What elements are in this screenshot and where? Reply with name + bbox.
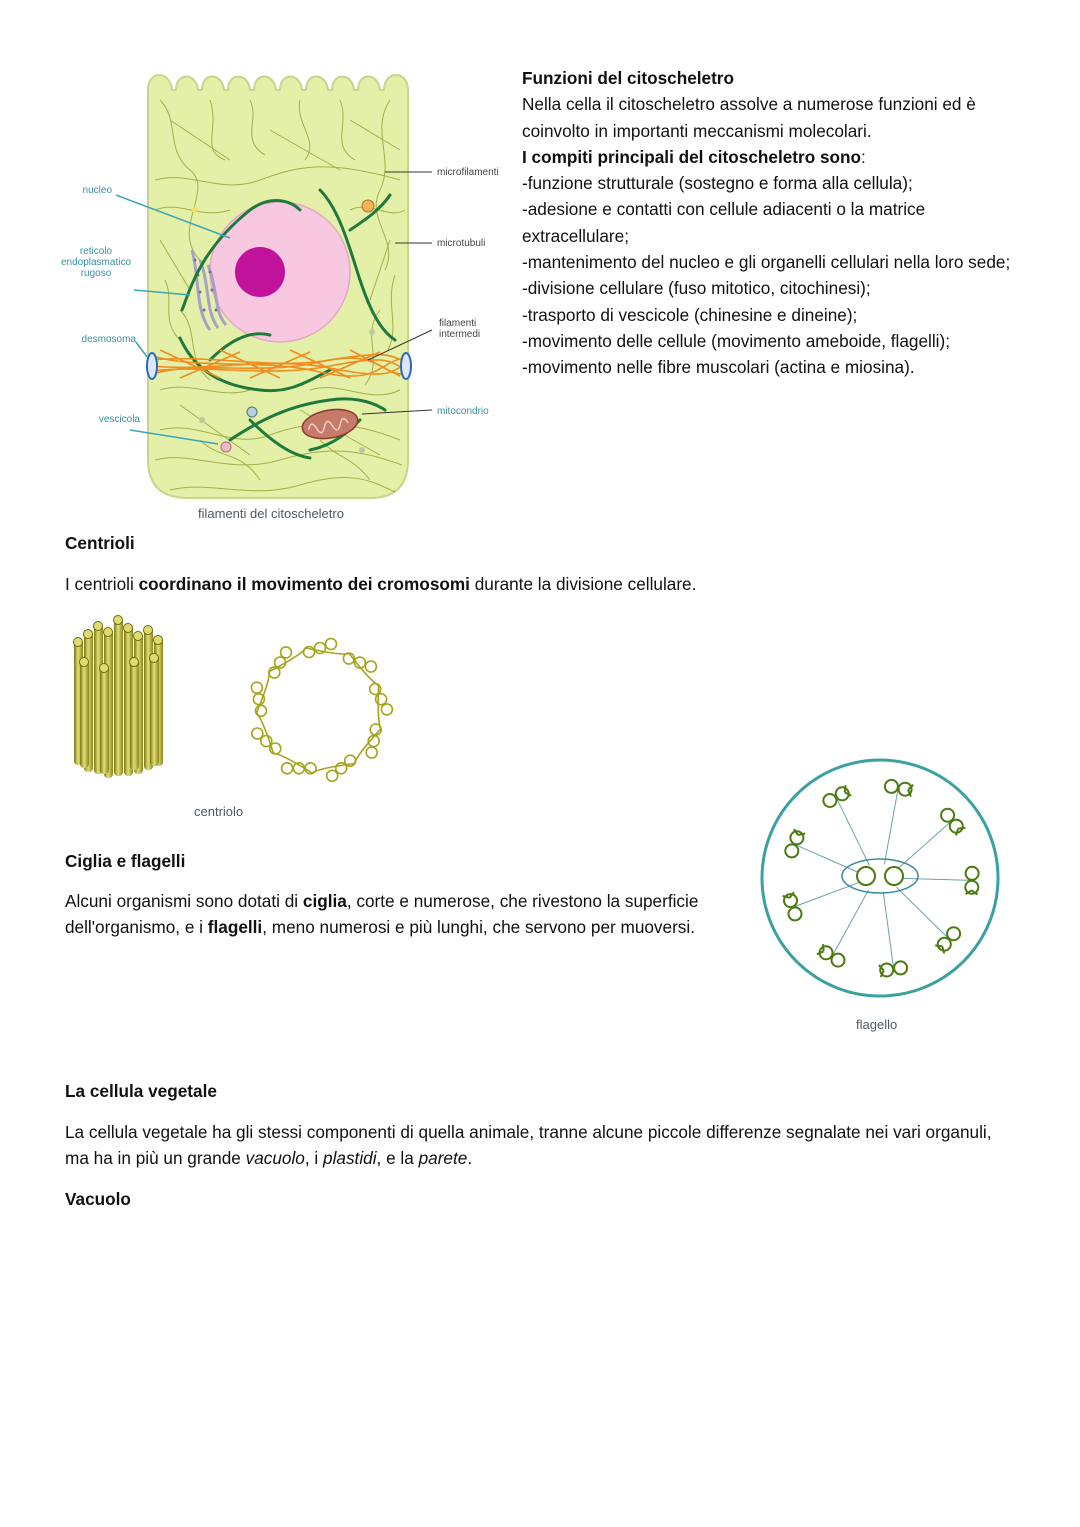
label-nucleus: nucleo (82, 185, 112, 196)
doublet-microtubule (885, 780, 898, 793)
centriole-microtubule (252, 728, 263, 739)
doublet-microtubule (832, 954, 845, 967)
function-item: -trasporto di vescicole (chinesine e dineine); (522, 304, 858, 325)
function-item: -mantenimento del nucleo e gli organelli cellulari nella loro sede; (522, 252, 1011, 273)
centriole-microtubule (327, 770, 338, 781)
functions-tasks-heading: I compiti principali del citoscheletro sono: (522, 146, 866, 167)
label-rer: reticolo endoplasmatico rugoso (60, 246, 132, 279)
figure-caption-cytoskeleton: filamenti del citoscheletro (198, 506, 344, 521)
plant-cell-text: La cellula vegetale ha gli stessi componenti di quella animale, tranne alcune piccole differenze segnalate nei vari organuli, ma ha in più un grande vacuolo, i plastidi, e la parete. (65, 1122, 992, 1169)
cilia-heading: Ciglia e flagelli (65, 851, 186, 871)
cytoskeleton-illustration (50, 60, 510, 530)
doublet-microtubule (938, 938, 951, 951)
doublet-microtubule (894, 961, 907, 974)
label-microtubules: microtubuli (437, 238, 486, 249)
label-intermediate-filaments: filamenti intermedi (439, 318, 481, 340)
doublet-microtubule (823, 794, 836, 807)
centriole-microtubule (365, 661, 376, 672)
flagellum-cross-section (756, 754, 1004, 1002)
function-item: -funzione strutturale (sostegno e forma alla cellula); (522, 173, 913, 194)
function-item: -adesione e contatti con cellule adiacenti o la matrice extracellulare; (522, 199, 926, 246)
vesicle-orange (362, 200, 374, 212)
functions-intro: Nella cella il citoscheletro assolve a numerose funzioni ed è coinvolto in importanti meccanismi molecolari. (522, 94, 976, 141)
centriole-link (312, 764, 355, 774)
nucleolus-shape (235, 247, 285, 297)
centriole-microtubule (366, 747, 377, 758)
centriole-tubes (74, 618, 163, 778)
flagellum-membrane (762, 760, 998, 996)
function-item: -movimento nelle fibre muscolari (actina e miosina). (522, 357, 915, 378)
vesicle-blue (247, 407, 257, 417)
centrioles-text: I centrioli coordinano il movimento dei cromosomi durante la divisione cellulare. (65, 574, 697, 594)
function-item: -movimento delle cellule (movimento ameboide, flagelli); (522, 330, 950, 351)
doublet-microtubule (965, 881, 978, 894)
doublet-microtubule (950, 820, 963, 833)
functions-section (522, 65, 1022, 381)
cytoskeleton-figure (50, 60, 510, 530)
centriole-cross-section (230, 620, 410, 800)
doublet-microtubule (785, 844, 798, 857)
label-mitochondrion: mitocondrio (437, 406, 489, 417)
centrioles-heading: Centrioli (65, 533, 135, 553)
doublet-microtubule (941, 809, 954, 822)
figure-caption-centriole: centriolo (194, 804, 244, 819)
centriole-microtubule (376, 694, 387, 705)
doublet-microtubule (789, 907, 802, 920)
centriole-microtubule (326, 639, 337, 650)
desmosome-left (147, 353, 157, 379)
label-microfilaments: microfilamenti (437, 167, 499, 178)
figure-caption-flagellum: flagello (856, 1017, 898, 1032)
desmosome-right (401, 353, 411, 379)
label-desmosome: desmosoma (81, 334, 136, 345)
vesicle-pink (221, 442, 231, 452)
function-item: -divisione cellulare (fuso mitotico, citochinesi); (522, 278, 871, 299)
centriole-microtubule (381, 704, 392, 715)
centriole-microtubule (251, 682, 262, 693)
centriole-cylinders (66, 610, 178, 782)
plant-cell-heading: La cellula vegetale (65, 1081, 217, 1101)
label-vesicle: vescicola (98, 414, 140, 425)
vacuole-heading: Vacuolo (65, 1189, 131, 1209)
centriole-microtubule (282, 763, 293, 774)
functions-heading: Funzioni del citoscheletro (522, 68, 734, 88)
cilia-text: Alcuni organismi sono dotati di ciglia, corte e numerose, che rivestono la superficie dell'organismo, e i flagelli, meno numerosi e più lunghi, che servono per muoversi. (65, 891, 699, 938)
doublet-microtubule (966, 867, 979, 880)
doublet-microtubule (947, 927, 960, 940)
centriole-microtubule (281, 647, 292, 658)
